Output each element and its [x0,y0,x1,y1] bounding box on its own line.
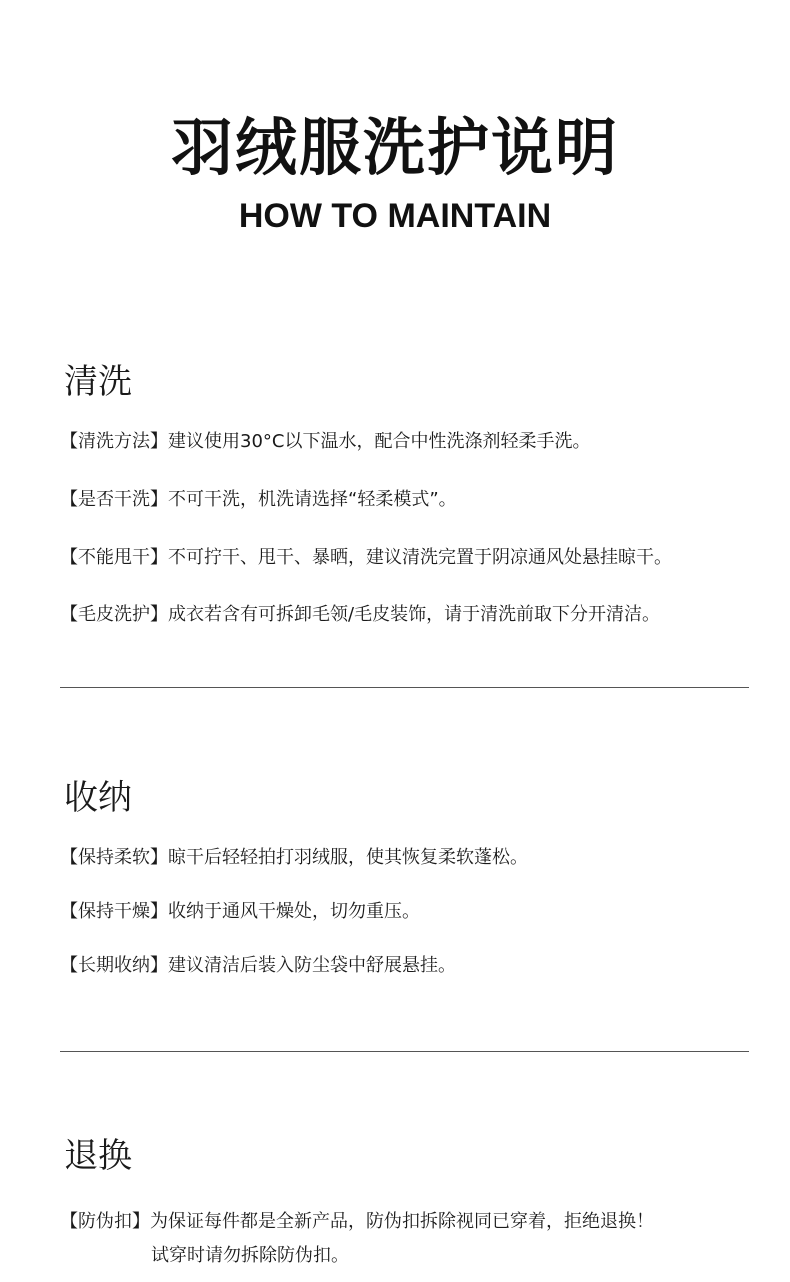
instruction-item [60,845,528,871]
instruction-text: 为保证每件都是全新产品，防伪扣拆除视同已穿着，拒绝退换！ [150,1211,654,1232]
section-heading-storage: 收纳 [64,778,132,818]
section-heading-washing: 清洗 [64,362,132,402]
section-divider [60,1051,749,1052]
instruction-item [60,602,660,628]
section-divider [60,687,749,688]
instruction-text: 成衣若含有可拆卸毛领/毛皮装饰，请于清洗前取下分开清洁。 [168,604,661,625]
instruction-item [60,487,457,513]
instruction-tag: 【毛皮洗护】 [60,604,168,625]
instruction-item [60,953,456,979]
instruction-tag: 【防伪扣】 [60,1211,150,1232]
instruction-text: 收纳于通风干燥处，切勿重压。 [168,901,420,922]
instruction-tag: 【长期收纳】 [60,955,168,976]
instruction-tag: 【保持柔软】 [60,847,168,868]
instruction-continuation: 试穿时请勿拆除防伪扣。 [151,1245,349,1266]
instruction-text: 建议清洁后装入防尘袋中舒展悬挂。 [168,955,456,976]
instruction-text: 不可干洗，机洗请选择“轻柔模式”。 [168,489,457,510]
instruction-item [60,545,672,571]
instruction-text: 晾干后轻轻拍打羽绒服，使其恢复柔软蓬松。 [168,847,528,868]
instruction-item [60,429,590,455]
page-subtitle: HOW TO MAINTAIN [238,197,552,235]
instruction-tag: 【不能甩干】 [60,547,168,568]
page-title: 羽绒服洗护说明 [170,111,619,184]
instruction-item [60,899,420,925]
instruction-tag: 【是否干洗】 [60,489,168,510]
section-heading-returns: 退换 [64,1136,132,1176]
instruction-text: 建议使用30°C以下温水，配合中性洗涤剂轻柔手洗。 [168,431,591,452]
instruction-text: 不可拧干、甩干、暴晒，建议清洗完置于阴凉通风处悬挂晾干。 [168,547,672,568]
instruction-tag: 【清洗方法】 [60,431,168,452]
instruction-tag: 【保持干燥】 [60,901,168,922]
instruction-item [60,1209,654,1235]
